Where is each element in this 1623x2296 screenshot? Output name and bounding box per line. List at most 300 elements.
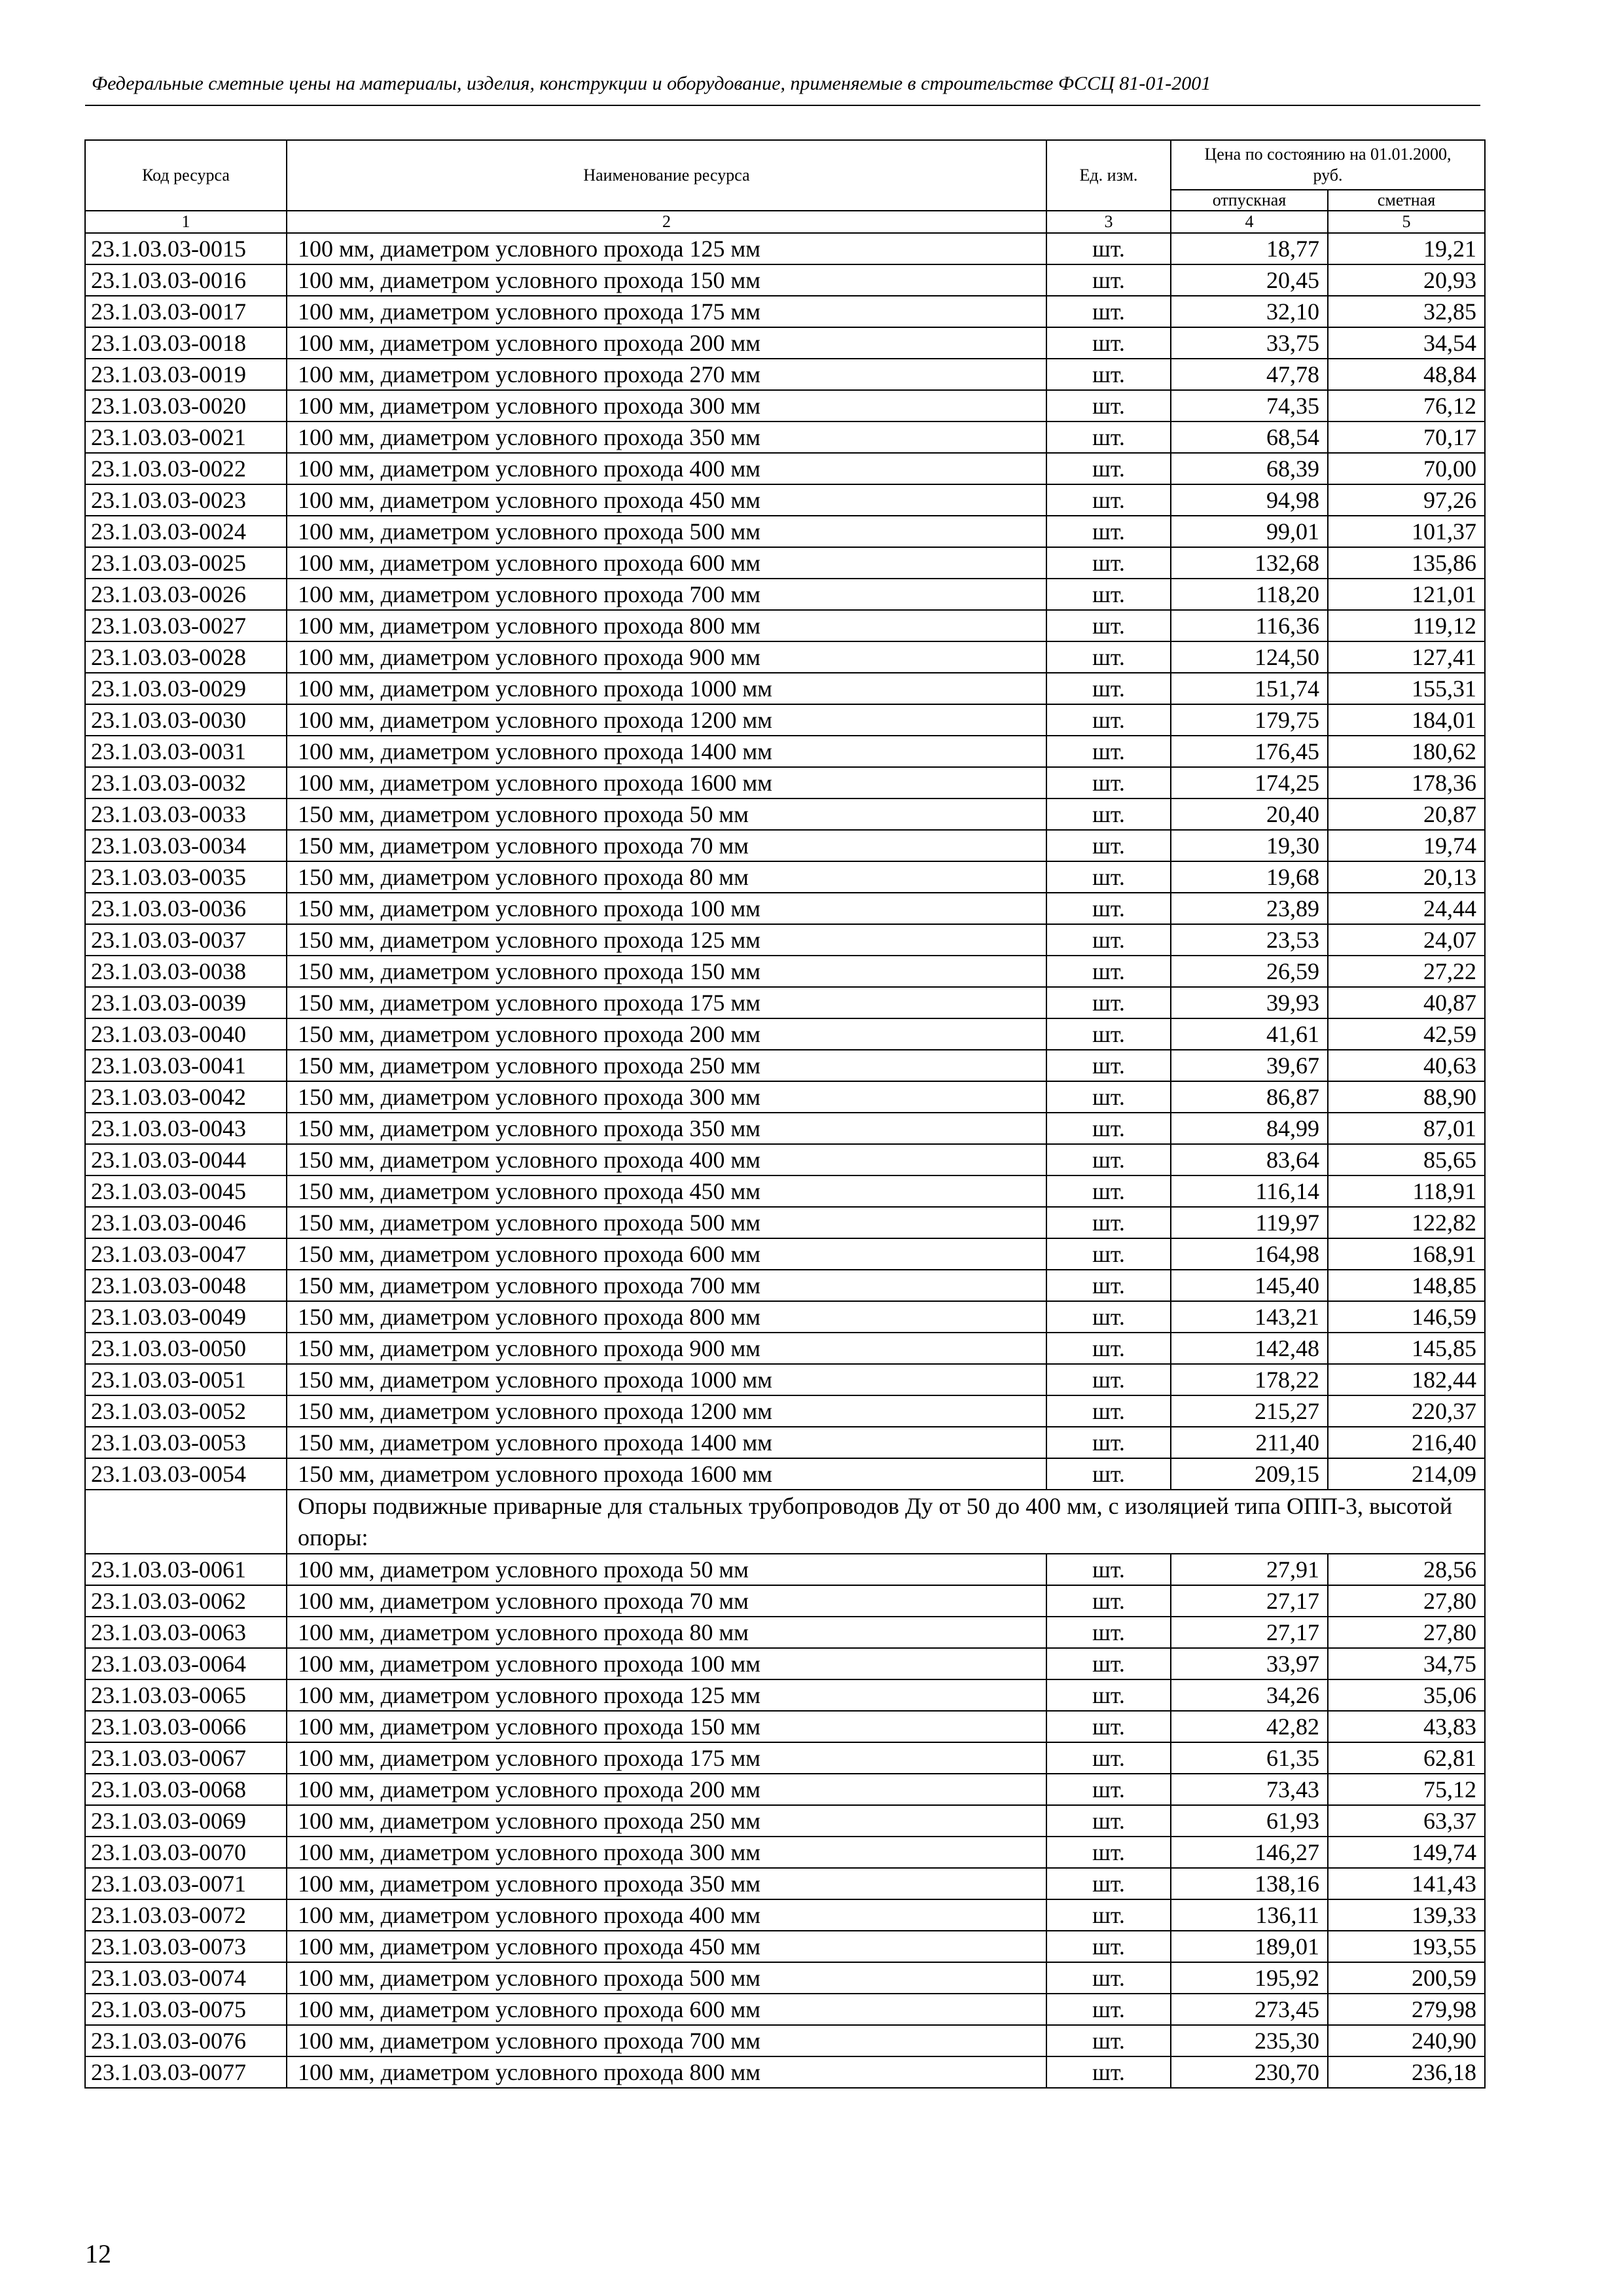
unit-cell: шт. bbox=[1046, 1364, 1171, 1395]
unit-cell: шт. bbox=[1046, 453, 1171, 484]
release-price-cell: 39,67 bbox=[1171, 1050, 1328, 1081]
release-price-cell: 118,20 bbox=[1171, 579, 1328, 610]
resource-code-cell: 23.1.03.03-0016 bbox=[85, 264, 287, 296]
table-row bbox=[85, 798, 1485, 830]
resource-code-cell: 23.1.03.03-0047 bbox=[85, 1238, 287, 1270]
resource-name-cell: 150 мм, диаметром условного прохода 175 мм bbox=[287, 987, 1046, 1018]
unit-cell: шт. bbox=[1046, 1774, 1171, 1805]
resource-code-cell: 23.1.03.03-0066 bbox=[85, 1711, 287, 1742]
unit-cell: шт. bbox=[1046, 233, 1171, 264]
release-price-cell: 42,82 bbox=[1171, 1711, 1328, 1742]
estimate-price-cell: 70,00 bbox=[1328, 453, 1485, 484]
resource-code-cell: 23.1.03.03-0021 bbox=[85, 422, 287, 453]
resource-name-cell: 100 мм, диаметром условного прохода 400 мм bbox=[287, 1899, 1046, 1931]
estimate-price-cell: 88,90 bbox=[1328, 1081, 1485, 1113]
resource-name-cell: 150 мм, диаметром условного прохода 300 мм bbox=[287, 1081, 1046, 1113]
resource-name-cell: 150 мм, диаметром условного прохода 50 мм bbox=[287, 798, 1046, 830]
unit-cell: шт. bbox=[1046, 1554, 1171, 1585]
resource-code-cell: 23.1.03.03-0036 bbox=[85, 893, 287, 924]
table-row bbox=[85, 1805, 1485, 1837]
estimate-price-cell: 20,13 bbox=[1328, 861, 1485, 893]
table-row bbox=[85, 1994, 1485, 2025]
unit-cell: шт. bbox=[1046, 1711, 1171, 1742]
unit-cell: шт. bbox=[1046, 1175, 1171, 1207]
unit-cell: шт. bbox=[1046, 1050, 1171, 1081]
unit-cell: шт. bbox=[1046, 893, 1171, 924]
release-price-cell: 41,61 bbox=[1171, 1018, 1328, 1050]
estimate-price-cell: 19,74 bbox=[1328, 830, 1485, 861]
table-row bbox=[85, 359, 1485, 390]
estimate-price-cell: 178,36 bbox=[1328, 767, 1485, 798]
table-row bbox=[85, 516, 1485, 547]
resource-code-cell: 23.1.03.03-0065 bbox=[85, 1679, 287, 1711]
release-price-cell: 116,36 bbox=[1171, 610, 1328, 641]
resource-code-cell: 23.1.03.03-0073 bbox=[85, 1931, 287, 1962]
release-price-cell: 209,15 bbox=[1171, 1458, 1328, 1490]
resource-code-cell: 23.1.03.03-0033 bbox=[85, 798, 287, 830]
release-price-cell: 151,74 bbox=[1171, 673, 1328, 704]
resource-name-cell: 100 мм, диаметром условного прохода 50 мм bbox=[287, 1554, 1046, 1585]
release-price-cell: 142,48 bbox=[1171, 1333, 1328, 1364]
release-price-cell: 136,11 bbox=[1171, 1899, 1328, 1931]
table-row bbox=[85, 1774, 1485, 1805]
resource-name-cell: 100 мм, диаметром условного прохода 150 мм bbox=[287, 1711, 1046, 1742]
release-price-cell: 99,01 bbox=[1171, 516, 1328, 547]
release-price-cell: 33,97 bbox=[1171, 1648, 1328, 1679]
resource-code-cell: 23.1.03.03-0023 bbox=[85, 484, 287, 516]
release-price-cell: 27,91 bbox=[1171, 1554, 1328, 1585]
release-price-cell: 33,75 bbox=[1171, 327, 1328, 359]
resource-code-cell: 23.1.03.03-0076 bbox=[85, 2025, 287, 2056]
resource-name-cell: 100 мм, диаметром условного прохода 175 мм bbox=[287, 1742, 1046, 1774]
release-price-cell: 195,92 bbox=[1171, 1962, 1328, 1994]
resource-name-cell: 150 мм, диаметром условного прохода 800 мм bbox=[287, 1301, 1046, 1333]
estimate-price-cell: 63,37 bbox=[1328, 1805, 1485, 1837]
resource-code-cell: 23.1.03.03-0062 bbox=[85, 1585, 287, 1617]
table-row bbox=[85, 1175, 1485, 1207]
resource-name-cell: 150 мм, диаметром условного прохода 250 мм bbox=[287, 1050, 1046, 1081]
resource-name-cell: 100 мм, диаметром условного прохода 1400 мм bbox=[287, 736, 1046, 767]
unit-cell: шт. bbox=[1046, 422, 1171, 453]
resource-code-cell: 23.1.03.03-0019 bbox=[85, 359, 287, 390]
release-price-cell: 20,40 bbox=[1171, 798, 1328, 830]
resource-name-cell: 100 мм, диаметром условного прохода 700 мм bbox=[287, 2025, 1046, 2056]
resource-name-cell: 100 мм, диаметром условного прохода 700 мм bbox=[287, 579, 1046, 610]
unit-cell: шт. bbox=[1046, 1585, 1171, 1617]
resource-name-cell: 100 мм, диаметром условного прохода 800 мм bbox=[287, 610, 1046, 641]
table-row bbox=[85, 1364, 1485, 1395]
unit-cell: шт. bbox=[1046, 704, 1171, 736]
table-row bbox=[85, 327, 1485, 359]
resource-name-cell: 100 мм, диаметром условного прохода 450 мм bbox=[287, 484, 1046, 516]
unit-cell: шт. bbox=[1046, 1458, 1171, 1490]
table-row bbox=[85, 924, 1485, 956]
release-price-cell: 132,68 bbox=[1171, 547, 1328, 579]
resource-code-cell: 23.1.03.03-0024 bbox=[85, 516, 287, 547]
release-price-cell: 230,70 bbox=[1171, 2056, 1328, 2088]
table-row bbox=[85, 453, 1485, 484]
release-price-cell: 61,93 bbox=[1171, 1805, 1328, 1837]
release-price-cell: 23,89 bbox=[1171, 893, 1328, 924]
estimate-price-cell: 200,59 bbox=[1328, 1962, 1485, 1994]
estimate-price-cell: 75,12 bbox=[1328, 1774, 1485, 1805]
table-row bbox=[85, 1617, 1485, 1648]
estimate-price-cell: 20,87 bbox=[1328, 798, 1485, 830]
resource-code-cell: 23.1.03.03-0064 bbox=[85, 1648, 287, 1679]
table-row bbox=[85, 1018, 1485, 1050]
resource-code-cell: 23.1.03.03-0015 bbox=[85, 233, 287, 264]
resource-code-cell: 23.1.03.03-0032 bbox=[85, 767, 287, 798]
resource-code-cell: 23.1.03.03-0071 bbox=[85, 1868, 287, 1899]
estimate-price-cell: 70,17 bbox=[1328, 422, 1485, 453]
release-price-cell: 39,93 bbox=[1171, 987, 1328, 1018]
unit-cell: шт. bbox=[1046, 547, 1171, 579]
unit-cell: шт. bbox=[1046, 861, 1171, 893]
unit-cell: шт. bbox=[1046, 1270, 1171, 1301]
resource-code-cell: 23.1.03.03-0017 bbox=[85, 296, 287, 327]
unit-cell: шт. bbox=[1046, 1837, 1171, 1868]
unit-cell: шт. bbox=[1046, 327, 1171, 359]
resource-name-cell: 150 мм, диаметром условного прохода 700 мм bbox=[287, 1270, 1046, 1301]
resource-code-cell: 23.1.03.03-0040 bbox=[85, 1018, 287, 1050]
resource-code-cell: 23.1.03.03-0075 bbox=[85, 1994, 287, 2025]
resource-code-cell: 23.1.03.03-0043 bbox=[85, 1113, 287, 1144]
release-price-cell: 27,17 bbox=[1171, 1585, 1328, 1617]
unit-cell: шт. bbox=[1046, 830, 1171, 861]
header-estimate-price: сметная bbox=[1328, 190, 1485, 211]
estimate-price-cell: 27,22 bbox=[1328, 956, 1485, 987]
table-row bbox=[85, 1301, 1485, 1333]
price-table bbox=[84, 139, 1486, 2089]
unit-cell: шт. bbox=[1046, 1238, 1171, 1270]
estimate-price-cell: 127,41 bbox=[1328, 641, 1485, 673]
estimate-price-cell: 28,56 bbox=[1328, 1554, 1485, 1585]
resource-code-cell: 23.1.03.03-0039 bbox=[85, 987, 287, 1018]
resource-name-cell: 100 мм, диаметром условного прохода 80 мм bbox=[287, 1617, 1046, 1648]
estimate-price-cell: 27,80 bbox=[1328, 1617, 1485, 1648]
resource-code-cell: 23.1.03.03-0041 bbox=[85, 1050, 287, 1081]
resource-code-cell: 23.1.03.03-0022 bbox=[85, 453, 287, 484]
release-price-cell: 143,21 bbox=[1171, 1301, 1328, 1333]
estimate-price-cell: 101,37 bbox=[1328, 516, 1485, 547]
column-number: 1 bbox=[85, 211, 287, 233]
table-row bbox=[85, 1711, 1485, 1742]
release-price-cell: 61,35 bbox=[1171, 1742, 1328, 1774]
resource-name-cell: 150 мм, диаметром условного прохода 1200 мм bbox=[287, 1395, 1046, 1427]
unit-cell: шт. bbox=[1046, 1144, 1171, 1175]
estimate-price-cell: 193,55 bbox=[1328, 1931, 1485, 1962]
estimate-price-cell: 146,59 bbox=[1328, 1301, 1485, 1333]
release-price-cell: 94,98 bbox=[1171, 484, 1328, 516]
estimate-price-cell: 43,83 bbox=[1328, 1711, 1485, 1742]
table-row bbox=[85, 1050, 1485, 1081]
column-number: 5 bbox=[1328, 211, 1485, 233]
table-row bbox=[85, 641, 1485, 673]
resource-name-cell: 150 мм, диаметром условного прохода 200 мм bbox=[287, 1018, 1046, 1050]
estimate-price-cell: 19,21 bbox=[1328, 233, 1485, 264]
resource-name-cell: 100 мм, диаметром условного прохода 400 мм bbox=[287, 453, 1046, 484]
estimate-price-cell: 85,65 bbox=[1328, 1144, 1485, 1175]
table-row bbox=[85, 1837, 1485, 1868]
unit-cell: шт. bbox=[1046, 798, 1171, 830]
estimate-price-cell: 220,37 bbox=[1328, 1395, 1485, 1427]
section-note-row bbox=[85, 1490, 1485, 1554]
resource-name-cell: 150 мм, диаметром условного прохода 1600 мм bbox=[287, 1458, 1046, 1490]
running-header: Федеральные сметные цены на материалы, изделия, конструкции и оборудование, применяемые в строительстве ФССЦ 81-01-2001 bbox=[92, 73, 1211, 94]
column-number: 3 bbox=[1046, 211, 1171, 233]
resource-name-cell: 150 мм, диаметром условного прохода 450 мм bbox=[287, 1175, 1046, 1207]
table-row bbox=[85, 1270, 1485, 1301]
resource-code-cell: 23.1.03.03-0037 bbox=[85, 924, 287, 956]
estimate-price-cell: 118,91 bbox=[1328, 1175, 1485, 1207]
estimate-price-cell: 214,09 bbox=[1328, 1458, 1485, 1490]
estimate-price-cell: 20,93 bbox=[1328, 264, 1485, 296]
release-price-cell: 86,87 bbox=[1171, 1081, 1328, 1113]
resource-name-cell: 100 мм, диаметром условного прохода 900 мм bbox=[287, 641, 1046, 673]
resource-code-cell: 23.1.03.03-0070 bbox=[85, 1837, 287, 1868]
resource-code-cell: 23.1.03.03-0028 bbox=[85, 641, 287, 673]
estimate-price-cell: 40,87 bbox=[1328, 987, 1485, 1018]
release-price-cell: 68,54 bbox=[1171, 422, 1328, 453]
resource-code-cell: 23.1.03.03-0020 bbox=[85, 390, 287, 422]
resource-name-cell: 100 мм, диаметром условного прохода 350 мм bbox=[287, 1868, 1046, 1899]
table-row bbox=[85, 2056, 1485, 2088]
table-row bbox=[85, 1081, 1485, 1113]
table-row bbox=[85, 893, 1485, 924]
unit-cell: шт. bbox=[1046, 579, 1171, 610]
estimate-price-cell: 139,33 bbox=[1328, 1899, 1485, 1931]
estimate-price-cell: 180,62 bbox=[1328, 736, 1485, 767]
release-price-cell: 211,40 bbox=[1171, 1427, 1328, 1458]
unit-cell: шт. bbox=[1046, 1617, 1171, 1648]
resource-code-cell: 23.1.03.03-0030 bbox=[85, 704, 287, 736]
resource-name-cell: 150 мм, диаметром условного прохода 70 мм bbox=[287, 830, 1046, 861]
column-number: 4 bbox=[1171, 211, 1328, 233]
release-price-cell: 119,97 bbox=[1171, 1207, 1328, 1238]
estimate-price-cell: 42,59 bbox=[1328, 1018, 1485, 1050]
release-price-cell: 74,35 bbox=[1171, 390, 1328, 422]
resource-name-cell: 100 мм, диаметром условного прохода 300 мм bbox=[287, 390, 1046, 422]
resource-code-cell: 23.1.03.03-0050 bbox=[85, 1333, 287, 1364]
unit-cell: шт. bbox=[1046, 987, 1171, 1018]
table-row bbox=[85, 1113, 1485, 1144]
estimate-price-cell: 182,44 bbox=[1328, 1364, 1485, 1395]
unit-cell: шт. bbox=[1046, 610, 1171, 641]
table-row bbox=[85, 704, 1485, 736]
resource-code-cell: 23.1.03.03-0025 bbox=[85, 547, 287, 579]
estimate-price-cell: 97,26 bbox=[1328, 484, 1485, 516]
table-row bbox=[85, 2025, 1485, 2056]
resource-code-cell: 23.1.03.03-0072 bbox=[85, 1899, 287, 1931]
release-price-cell: 164,98 bbox=[1171, 1238, 1328, 1270]
resource-name-cell: 100 мм, диаметром условного прохода 125 мм bbox=[287, 233, 1046, 264]
unit-cell: шт. bbox=[1046, 1899, 1171, 1931]
table-row bbox=[85, 1144, 1485, 1175]
resource-name-cell: 100 мм, диаметром условного прохода 200 мм bbox=[287, 1774, 1046, 1805]
resource-code-cell: 23.1.03.03-0067 bbox=[85, 1742, 287, 1774]
estimate-price-cell: 184,01 bbox=[1328, 704, 1485, 736]
estimate-price-cell: 149,74 bbox=[1328, 1837, 1485, 1868]
unit-cell: шт. bbox=[1046, 1207, 1171, 1238]
table-row bbox=[85, 547, 1485, 579]
unit-cell: шт. bbox=[1046, 1931, 1171, 1962]
resource-code-cell: 23.1.03.03-0063 bbox=[85, 1617, 287, 1648]
resource-name-cell: 150 мм, диаметром условного прохода 600 мм bbox=[287, 1238, 1046, 1270]
resource-name-cell: 100 мм, диаметром условного прохода 150 мм bbox=[287, 264, 1046, 296]
resource-code-cell: 23.1.03.03-0048 bbox=[85, 1270, 287, 1301]
header-unit: Ед. изм. bbox=[1046, 140, 1171, 211]
release-price-cell: 20,45 bbox=[1171, 264, 1328, 296]
estimate-price-cell: 148,85 bbox=[1328, 1270, 1485, 1301]
resource-code-cell: 23.1.03.03-0045 bbox=[85, 1175, 287, 1207]
resource-code-cell: 23.1.03.03-0026 bbox=[85, 579, 287, 610]
unit-cell: шт. bbox=[1046, 2025, 1171, 2056]
table-row bbox=[85, 610, 1485, 641]
resource-name-cell: 150 мм, диаметром условного прохода 125 мм bbox=[287, 924, 1046, 956]
table-row bbox=[85, 1648, 1485, 1679]
unit-cell: шт. bbox=[1046, 516, 1171, 547]
release-price-cell: 124,50 bbox=[1171, 641, 1328, 673]
resource-name-cell: 100 мм, диаметром условного прохода 200 мм bbox=[287, 327, 1046, 359]
resource-name-cell: 150 мм, диаметром условного прохода 350 мм bbox=[287, 1113, 1046, 1144]
release-price-cell: 174,25 bbox=[1171, 767, 1328, 798]
unit-cell: шт. bbox=[1046, 641, 1171, 673]
release-price-cell: 32,10 bbox=[1171, 296, 1328, 327]
estimate-price-cell: 122,82 bbox=[1328, 1207, 1485, 1238]
release-price-cell: 27,17 bbox=[1171, 1617, 1328, 1648]
resource-name-cell: 100 мм, диаметром условного прохода 350 мм bbox=[287, 422, 1046, 453]
resource-code-cell: 23.1.03.03-0046 bbox=[85, 1207, 287, 1238]
resource-name-cell: 100 мм, диаметром условного прохода 100 мм bbox=[287, 1648, 1046, 1679]
estimate-price-cell: 135,86 bbox=[1328, 547, 1485, 579]
resource-code-cell: 23.1.03.03-0027 bbox=[85, 610, 287, 641]
table-row bbox=[85, 1679, 1485, 1711]
release-price-cell: 19,68 bbox=[1171, 861, 1328, 893]
unit-cell: шт. bbox=[1046, 264, 1171, 296]
resource-name-cell: 100 мм, диаметром условного прохода 125 мм bbox=[287, 1679, 1046, 1711]
column-number: 2 bbox=[287, 211, 1046, 233]
resource-name-cell: 100 мм, диаметром условного прохода 270 мм bbox=[287, 359, 1046, 390]
release-price-cell: 23,53 bbox=[1171, 924, 1328, 956]
unit-cell: шт. bbox=[1046, 1395, 1171, 1427]
estimate-price-cell: 34,54 bbox=[1328, 327, 1485, 359]
estimate-price-cell: 24,44 bbox=[1328, 893, 1485, 924]
resource-name-cell: 100 мм, диаметром условного прохода 1000 мм bbox=[287, 673, 1046, 704]
release-price-cell: 215,27 bbox=[1171, 1395, 1328, 1427]
unit-cell: шт. bbox=[1046, 1742, 1171, 1774]
unit-cell: шт. bbox=[1046, 767, 1171, 798]
table-row bbox=[85, 264, 1485, 296]
unit-cell: шт. bbox=[1046, 1994, 1171, 2025]
table-row bbox=[85, 1395, 1485, 1427]
resource-code-cell: 23.1.03.03-0044 bbox=[85, 1144, 287, 1175]
estimate-price-cell: 119,12 bbox=[1328, 610, 1485, 641]
unit-cell: шт. bbox=[1046, 1427, 1171, 1458]
unit-cell: шт. bbox=[1046, 1805, 1171, 1837]
resource-name-cell: 100 мм, диаметром условного прохода 600 мм bbox=[287, 1994, 1046, 2025]
resource-code-cell: 23.1.03.03-0029 bbox=[85, 673, 287, 704]
resource-code-cell: 23.1.03.03-0069 bbox=[85, 1805, 287, 1837]
unit-cell: шт. bbox=[1046, 1679, 1171, 1711]
table-row bbox=[85, 422, 1485, 453]
release-price-cell: 73,43 bbox=[1171, 1774, 1328, 1805]
table-row bbox=[85, 1427, 1485, 1458]
estimate-price-cell: 279,98 bbox=[1328, 1994, 1485, 2025]
resource-code-cell: 23.1.03.03-0042 bbox=[85, 1081, 287, 1113]
unit-cell: шт. bbox=[1046, 1333, 1171, 1364]
resource-code-cell: 23.1.03.03-0053 bbox=[85, 1427, 287, 1458]
release-price-cell: 116,14 bbox=[1171, 1175, 1328, 1207]
page-number: 12 bbox=[85, 2239, 111, 2269]
column-number-row bbox=[85, 211, 1485, 233]
release-price-cell: 273,45 bbox=[1171, 1994, 1328, 2025]
resource-name-cell: 100 мм, диаметром условного прохода 300 мм bbox=[287, 1837, 1046, 1868]
resource-name-cell: 100 мм, диаметром условного прохода 1600 мм bbox=[287, 767, 1046, 798]
resource-code-cell: 23.1.03.03-0018 bbox=[85, 327, 287, 359]
unit-cell: шт. bbox=[1046, 390, 1171, 422]
release-price-cell: 145,40 bbox=[1171, 1270, 1328, 1301]
estimate-price-cell: 236,18 bbox=[1328, 2056, 1485, 2088]
resource-name-cell: 100 мм, диаметром условного прохода 500 мм bbox=[287, 1962, 1046, 1994]
resource-name-cell: 100 мм, диаметром условного прохода 175 мм bbox=[287, 296, 1046, 327]
resource-code-cell: 23.1.03.03-0051 bbox=[85, 1364, 287, 1395]
unit-cell: шт. bbox=[1046, 484, 1171, 516]
resource-code-cell: 23.1.03.03-0038 bbox=[85, 956, 287, 987]
table-row bbox=[85, 1899, 1485, 1931]
resource-name-cell: 100 мм, диаметром условного прохода 500 мм bbox=[287, 516, 1046, 547]
estimate-price-cell: 24,07 bbox=[1328, 924, 1485, 956]
estimate-price-cell: 27,80 bbox=[1328, 1585, 1485, 1617]
estimate-price-cell: 145,85 bbox=[1328, 1333, 1485, 1364]
header-code: Код ресурса bbox=[85, 140, 287, 211]
unit-cell: шт. bbox=[1046, 296, 1171, 327]
unit-cell: шт. bbox=[1046, 359, 1171, 390]
resource-name-cell: 150 мм, диаметром условного прохода 400 мм bbox=[287, 1144, 1046, 1175]
table-row bbox=[85, 1333, 1485, 1364]
unit-cell: шт. bbox=[1046, 956, 1171, 987]
table-row bbox=[85, 233, 1485, 264]
table-row bbox=[85, 1207, 1485, 1238]
release-price-cell: 189,01 bbox=[1171, 1931, 1328, 1962]
estimate-price-cell: 35,06 bbox=[1328, 1679, 1485, 1711]
table-row bbox=[85, 767, 1485, 798]
estimate-price-cell: 40,63 bbox=[1328, 1050, 1485, 1081]
table-row bbox=[85, 736, 1485, 767]
header-name: Наименование ресурса bbox=[287, 140, 1046, 211]
table-row bbox=[85, 579, 1485, 610]
estimate-price-cell: 168,91 bbox=[1328, 1238, 1485, 1270]
release-price-cell: 18,77 bbox=[1171, 233, 1328, 264]
resource-code-cell: 23.1.03.03-0034 bbox=[85, 830, 287, 861]
resource-code-cell: 23.1.03.03-0035 bbox=[85, 861, 287, 893]
unit-cell: шт. bbox=[1046, 1962, 1171, 1994]
section-note-code-cell bbox=[85, 1490, 287, 1554]
unit-cell: шт. bbox=[1046, 736, 1171, 767]
unit-cell: шт. bbox=[1046, 1868, 1171, 1899]
resource-code-cell: 23.1.03.03-0054 bbox=[85, 1458, 287, 1490]
table-row bbox=[85, 1238, 1485, 1270]
table-row bbox=[85, 1931, 1485, 1962]
header-release-price: отпускная bbox=[1171, 190, 1328, 211]
unit-cell: шт. bbox=[1046, 1113, 1171, 1144]
unit-cell: шт. bbox=[1046, 1648, 1171, 1679]
resource-name-cell: 150 мм, диаметром условного прохода 80 мм bbox=[287, 861, 1046, 893]
table-row bbox=[85, 390, 1485, 422]
resource-code-cell: 23.1.03.03-0068 bbox=[85, 1774, 287, 1805]
estimate-price-cell: 87,01 bbox=[1328, 1113, 1485, 1144]
estimate-price-cell: 48,84 bbox=[1328, 359, 1485, 390]
release-price-cell: 47,78 bbox=[1171, 359, 1328, 390]
